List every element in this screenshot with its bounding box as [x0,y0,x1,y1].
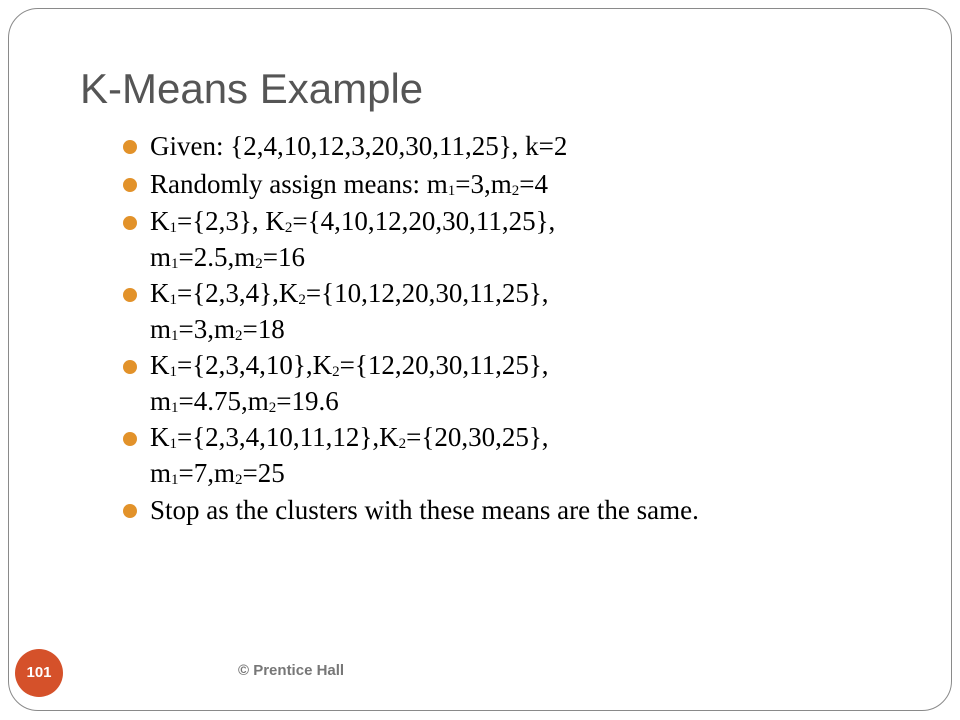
subscript: 2 [332,364,340,380]
bullet-text: ={2,3,4,10,11,12},K [177,422,399,452]
subscript: 1 [171,472,179,488]
subscript: 1 [169,292,177,308]
bullet-text: m [150,458,172,488]
bullet-item [120,347,699,419]
subscript: 1 [169,364,177,380]
bullet-text: =4 [519,169,548,199]
bullet-text: ={12,20,30,11,25}, [339,350,549,380]
subscript: 1 [171,256,179,272]
bullet-line [150,275,699,311]
bullet-line [150,383,699,419]
bullet-text: ={20,30,25}, [406,422,549,452]
bullet-dot-icon [123,504,137,518]
bullet-item [120,419,699,491]
bullet-line [150,419,699,455]
bullet-text: =16 [262,242,305,272]
bullet-text: K [150,206,170,236]
subscript: 2 [284,220,293,236]
bullet-text: =25 [242,458,285,488]
subscript: 2 [255,256,263,272]
slide-title: K-Means Example [80,65,424,112]
subscript: 1 [169,220,177,236]
bullet-dot-icon [123,140,137,154]
bullet-line [150,491,699,529]
bullet-text: =7,m [178,458,235,488]
bullet-dot-icon [123,178,137,192]
subscript: 1 [447,183,456,199]
bullet-text: ={2,3}, K [177,206,285,236]
bullet-dot-icon [123,288,137,302]
bullet-text: m [150,386,172,416]
bullet-line [150,347,699,383]
bullet-dot-icon [123,216,137,230]
bullet-line [150,455,699,491]
bullet-item [120,275,699,347]
bullet-item [120,491,699,529]
subscript: 1 [171,400,179,416]
bullet-item [120,203,699,275]
subscript: 2 [398,436,407,452]
bullet-line [150,239,699,275]
subscript: 1 [171,328,179,344]
bullet-text: m [150,242,172,272]
bullet-text: =4.75,m [178,386,269,416]
bullet-dot-icon [123,360,137,374]
bullet-dot-icon [123,432,137,446]
bullet-text: =3,m [178,314,235,344]
footer-copyright: © Prentice Hall [238,662,345,679]
bullet-item [120,127,699,165]
subscript: 2 [298,292,306,308]
bullet-line [150,311,699,347]
bullet-text: Given: {2,4,10,12,3,20,30,11,25}, k=2 [150,131,568,161]
page-number-badge: 101 [15,649,63,697]
bullet-text: Stop as the clusters with these means are the same. [150,495,699,525]
bullet-text: ={4,10,12,20,30,11,25}, [292,206,556,236]
bullet-line [150,203,699,239]
bullet-text: =2.5,m [178,242,256,272]
bullet-line [150,165,699,203]
bullet-text: m [150,314,172,344]
bullet-text: =3,m [455,169,512,199]
bullet-item [120,165,699,203]
subscript: 2 [235,328,243,344]
bullet-text: ={2,3,4,10},K [177,350,333,380]
bullet-text: =19.6 [276,386,339,416]
bullet-text: Randomly assign means: m [150,169,448,199]
subscript: 2 [235,472,243,488]
subscript: 2 [268,400,277,416]
bullet-text: K [150,350,170,380]
bullet-text: K [150,422,170,452]
bullet-text: ={10,12,20,30,11,25}, [305,278,549,308]
subscript: 1 [169,436,177,452]
bullet-text: K [150,278,170,308]
subscript: 2 [511,183,520,199]
bullet-list [120,127,699,529]
bullet-text: ={2,3,4},K [177,278,299,308]
bullet-text: =18 [242,314,285,344]
bullet-line [150,127,699,165]
